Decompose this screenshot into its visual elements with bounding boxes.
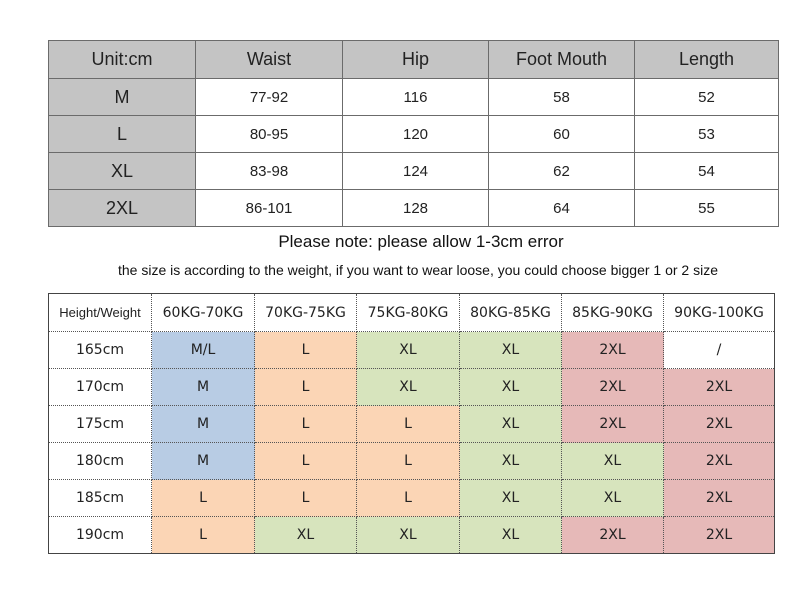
size-chart-header-row: [49, 41, 779, 79]
weight-range-header: 90KG-100KG: [664, 294, 775, 332]
waist-value: 86-101: [196, 190, 343, 227]
size-cell: 2XL: [664, 480, 775, 517]
size-cell: L: [152, 480, 255, 517]
size-cell: 2XL: [664, 517, 775, 554]
size-label: L: [49, 116, 196, 153]
height-label: 180cm: [49, 443, 152, 480]
table-row: [49, 116, 779, 153]
size-label: XL: [49, 153, 196, 190]
height-label: 185cm: [49, 480, 152, 517]
foot-mouth-value: 60: [489, 116, 635, 153]
waist-value: 80-95: [196, 116, 343, 153]
table-row: [49, 443, 775, 480]
size-cell: 2XL: [664, 369, 775, 406]
size-cell: XL: [562, 480, 664, 517]
size-cell: 2XL: [562, 332, 664, 369]
table-row: [49, 517, 775, 554]
size-cell: L: [152, 517, 255, 554]
size-cell: XL: [357, 517, 460, 554]
size-cell: L: [357, 443, 460, 480]
height-weight-table: [48, 293, 775, 554]
length-header: Length: [635, 41, 779, 79]
foot-mouth-header: Foot Mouth: [489, 41, 635, 79]
weight-range-header: 70KG-75KG: [255, 294, 357, 332]
table-row: [49, 153, 779, 190]
size-cell: L: [255, 332, 357, 369]
size-cell: M: [152, 369, 255, 406]
size-cell: L: [357, 480, 460, 517]
table-row: [49, 480, 775, 517]
size-cell: 2XL: [664, 443, 775, 480]
size-cell: XL: [460, 332, 562, 369]
size-chart-table: [48, 40, 779, 227]
weight-range-header: 85KG-90KG: [562, 294, 664, 332]
foot-mouth-value: 62: [489, 153, 635, 190]
size-cell: M: [152, 443, 255, 480]
size-cell: M: [152, 406, 255, 443]
size-label: M: [49, 79, 196, 116]
error-note: Please note: please allow 1-3cm error: [278, 232, 564, 251]
table-row: [49, 406, 775, 443]
hip-header: Hip: [343, 41, 489, 79]
size-cell: XL: [460, 480, 562, 517]
waist-value: 77-92: [196, 79, 343, 116]
height-label: 170cm: [49, 369, 152, 406]
weight-note: the size is according to the weight, if you want to wear loose, you could choose bigger 1 or 2 size: [117, 262, 718, 278]
weight-range-header: 60KG-70KG: [152, 294, 255, 332]
height-weight-header: Height/Weight: [49, 294, 152, 332]
weight-range-header: 80KG-85KG: [460, 294, 562, 332]
size-cell: /: [664, 332, 775, 369]
size-cell: XL: [460, 369, 562, 406]
table-row: [49, 79, 779, 116]
size-cell: 2XL: [562, 369, 664, 406]
size-cell: XL: [357, 369, 460, 406]
length-value: 52: [635, 79, 779, 116]
length-value: 54: [635, 153, 779, 190]
height-label: 165cm: [49, 332, 152, 369]
size-cell: L: [255, 369, 357, 406]
hip-value: 124: [343, 153, 489, 190]
size-cell: 2XL: [562, 406, 664, 443]
size-cell: M/L: [152, 332, 255, 369]
size-cell: L: [255, 443, 357, 480]
hip-value: 128: [343, 190, 489, 227]
hip-value: 116: [343, 79, 489, 116]
hip-value: 120: [343, 116, 489, 153]
size-cell: L: [255, 406, 357, 443]
height-label: 175cm: [49, 406, 152, 443]
size-cell: 2XL: [664, 406, 775, 443]
size-cell: L: [357, 406, 460, 443]
table-row: [49, 190, 779, 227]
length-value: 55: [635, 190, 779, 227]
size-cell: 2XL: [562, 517, 664, 554]
size-cell: XL: [357, 332, 460, 369]
size-cell: XL: [460, 517, 562, 554]
weight-header-row: [49, 294, 775, 332]
foot-mouth-value: 58: [489, 79, 635, 116]
size-cell: XL: [255, 517, 357, 554]
table-row: [49, 369, 775, 406]
waist-header: Waist: [196, 41, 343, 79]
table-row: [49, 332, 775, 369]
size-cell: XL: [460, 443, 562, 480]
size-cell: L: [255, 480, 357, 517]
unit-header: Unit:cm: [49, 41, 196, 79]
size-cell: XL: [562, 443, 664, 480]
height-label: 190cm: [49, 517, 152, 554]
length-value: 53: [635, 116, 779, 153]
waist-value: 83-98: [196, 153, 343, 190]
weight-range-header: 75KG-80KG: [357, 294, 460, 332]
size-label: 2XL: [49, 190, 196, 227]
size-cell: XL: [460, 406, 562, 443]
foot-mouth-value: 64: [489, 190, 635, 227]
